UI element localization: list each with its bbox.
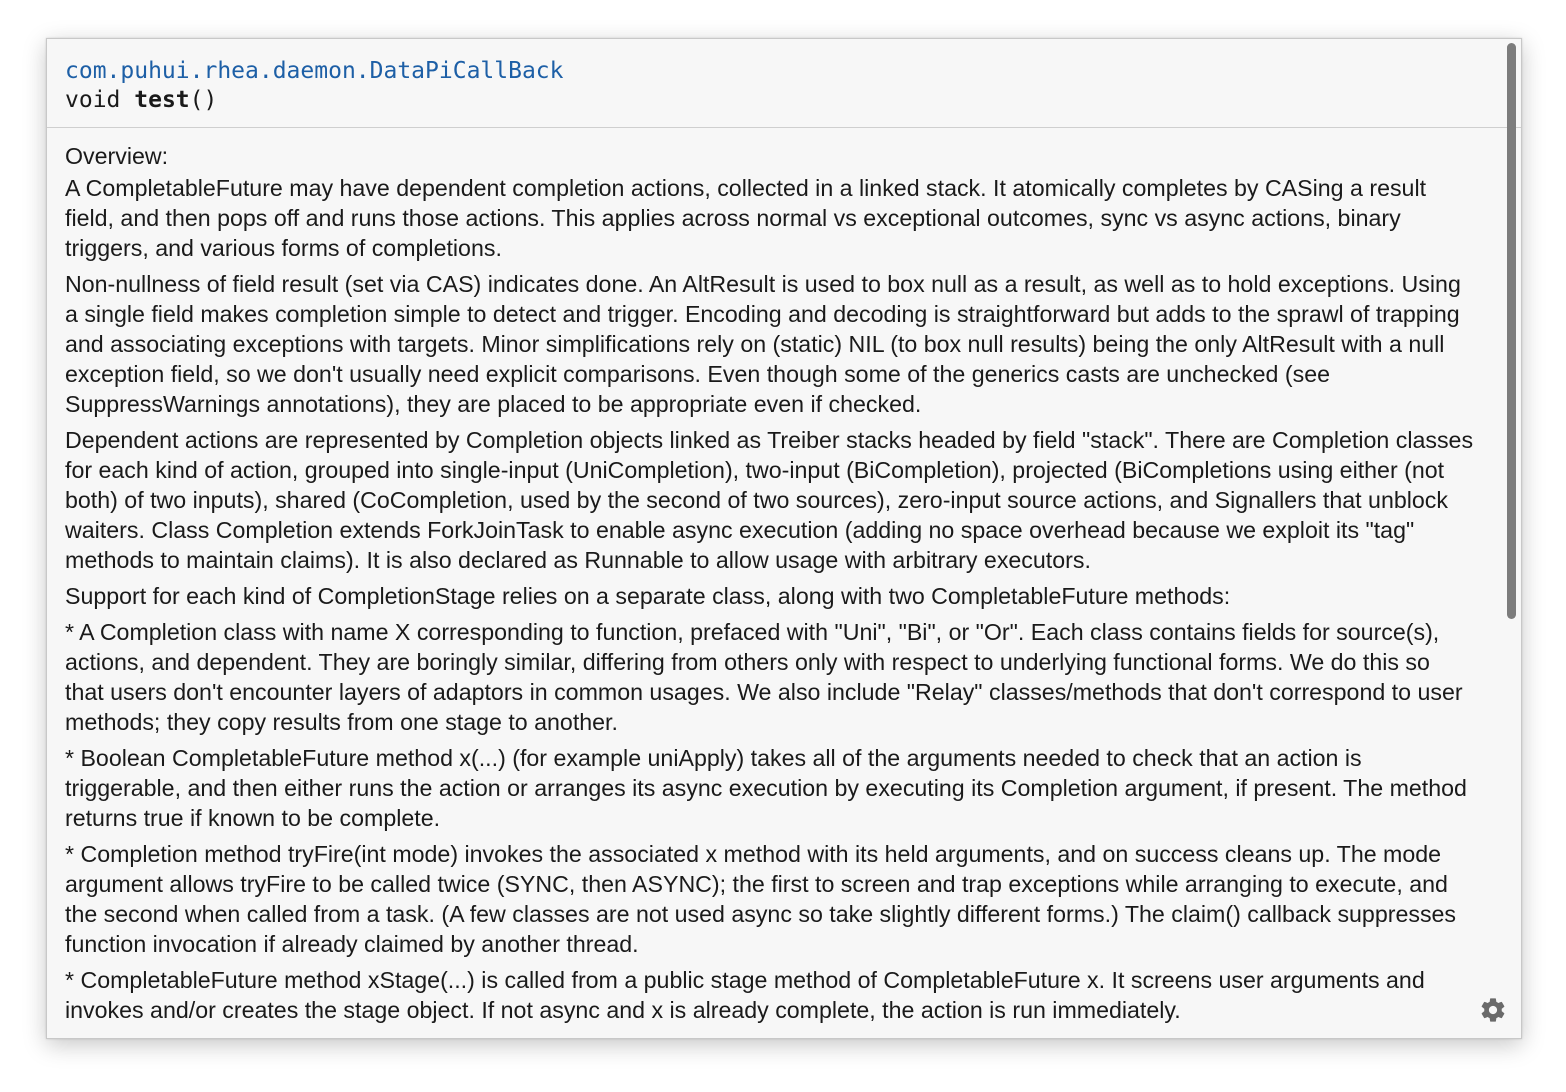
quick-documentation-popup — [46, 38, 1522, 1039]
doc-paragraph: A CompletableFuture may have dependent completion actions, collected in a linked stack. It atomically completes by CASing a result field, and then pops off and runs those actions. This applies across normal vs exceptional outcomes, sync vs async actions, binary triggers, and various forms of completions. — [65, 175, 1427, 261]
doc-paragraph: Non-nullness of field result (set via CAS) indicates done. An AltResult is used to box null as a result, as well as to hold exceptions. Using a single field makes completion simple to detect and trigger. Encoding and decoding is straightforward but adds to the sprawl of trapping and associating exceptions with targets. Minor simplifications rely on (static) NIL (to box null results) being the only AltResult with a null exception field, so we don't usually need explicit comparisons. Even though some of the generics casts are unchecked (see SuppressWarnings annotations), they are placed to be appropriate even if checked. — [65, 271, 1461, 417]
doc-paragraph: Dependent actions are represented by Completion objects linked as Treiber stacks headed by field "stack". There are Completion classes for each kind of action, grouped into single-input (UniCompletion), two-input (BiCompletion), projected (BiCompletions using either (not both) of two inputs), shared (CoCompletion, used by the second of two sources), zero-input source actions, and Signallers that unblock waiters. Class Completion extends ForkJoinTask to enable async execution (adding no space overhead because we exploit its "tag" methods to maintain claims). It is also declared as Runnable to allow usage with arbitrary executors. — [65, 427, 1474, 573]
doc-paragraph: Support for each kind of CompletionStage relies on a separate class, along with two CompletableFuture methods: — [65, 583, 1231, 609]
scrollbar-thumb[interactable] — [1507, 43, 1516, 619]
method-name: test — [134, 87, 190, 113]
return-type: void — [65, 87, 135, 113]
doc-header — [47, 39, 1521, 128]
gear-icon[interactable] — [1479, 996, 1507, 1024]
class-name-link[interactable]: com.puhui.rhea.daemon.DataPiCallBack — [65, 58, 564, 84]
doc-heading: Overview: — [65, 143, 169, 169]
doc-paragraph: * CompletableFuture method xStage(...) is called from a public stage method of CompletableFuture x. It screens user arguments and invokes and/or creates the stage object. If not async and x is already complete, the action is run immediately. — [65, 967, 1425, 1023]
method-params: () — [189, 87, 218, 113]
method-signature — [65, 85, 217, 115]
doc-body — [65, 141, 1475, 1038]
doc-paragraph: * Boolean CompletableFuture method x(...) (for example uniApply) takes all of the arguments needed to check that an action is triggerable, and then either runs the action or arranges its async execution by executing its Completion argument, if present. The method returns true if known to be complete. — [65, 745, 1467, 831]
doc-paragraph: * A Completion class with name X corresponding to function, prefaced with "Uni", "Bi", or "Or". Each class contains fields for source(s), actions, and dependent. They are boringly similar, differing from others only with respect to underlying functional forms. We do this so that users don't encounter layers of adaptors in common usages. We also include "Relay" classes/methods that don't correspond to user methods; they copy results from one stage to another. — [65, 619, 1463, 735]
vertical-scrollbar[interactable] — [1501, 39, 1521, 1038]
doc-paragraph: * Completion method tryFire(int mode) invokes the associated x method with its held arguments, and on success cleans up. The mode argument allows tryFire to be called twice (SYNC, then ASYNC); the first to screen and trap exceptions while arranging to execute, and the second when called from a task. (A few classes are not used async so take slightly different forms.) The claim() callback suppresses function invocation if already claimed by another thread. — [65, 841, 1457, 957]
